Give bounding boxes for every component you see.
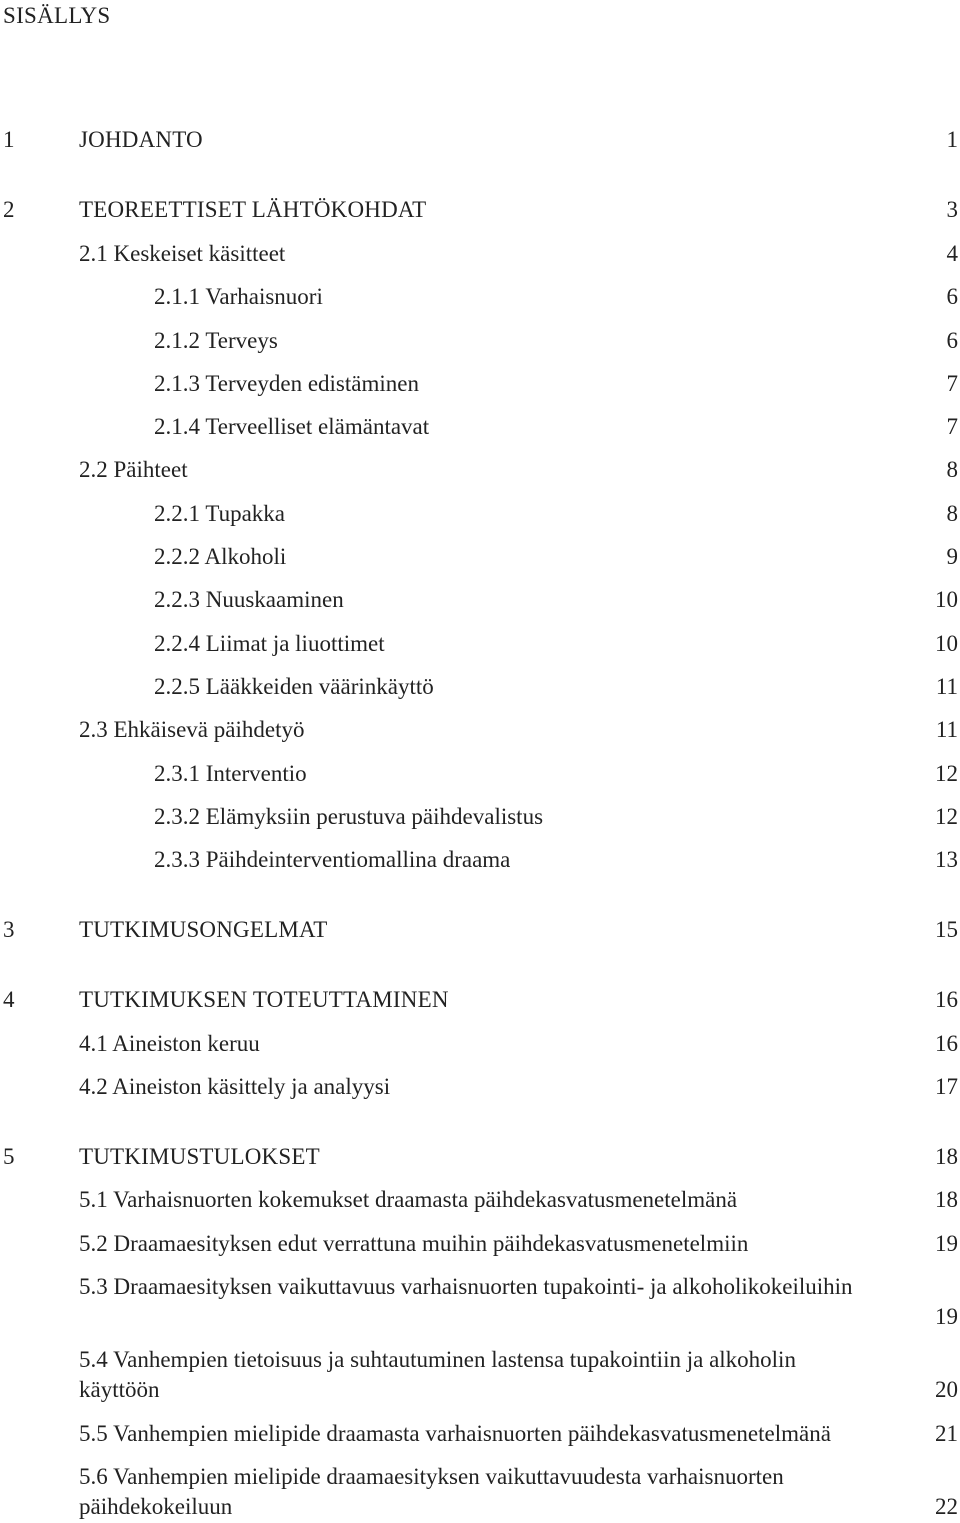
chapter-title: TUTKIMUSTULOKSET <box>79 1144 320 1169</box>
page-number: 21 <box>935 1421 958 1446</box>
page-number: 19 <box>935 1304 958 1329</box>
section-title: 4.1 Aineiston keruu <box>79 1031 260 1056</box>
toc-subsection[interactable] <box>0 411 960 443</box>
toc-subsection[interactable] <box>0 801 960 833</box>
page-number: 10 <box>935 587 958 612</box>
page-number: 9 <box>946 544 958 569</box>
toc-chapter[interactable] <box>0 914 960 946</box>
toc-section[interactable] <box>0 714 960 746</box>
page-number: 12 <box>935 804 958 829</box>
subsection-title: 2.1.3 Terveyden edistäminen <box>154 371 419 396</box>
toc-chapter[interactable] <box>0 124 960 156</box>
subsection-title: 2.2.3 Nuuskaaminen <box>154 587 344 612</box>
page-number: 13 <box>935 847 958 872</box>
toc-section[interactable] <box>0 1228 960 1260</box>
page-number: 20 <box>935 1377 958 1402</box>
toc-section[interactable] <box>0 1028 960 1060</box>
section-title-continued: päihdekokeiluun <box>79 1494 233 1519</box>
toc-chapter[interactable] <box>0 1141 960 1173</box>
chapter-number: 3 <box>3 917 15 942</box>
section-title: 5.5 Vanhempien mielipide draamasta varhaisnuorten päihdekasvatusmenetelmänä <box>79 1421 831 1446</box>
page-number: 11 <box>935 674 958 699</box>
page-number: 7 <box>946 414 958 439</box>
subsection-title: 2.3.1 Interventio <box>154 761 307 786</box>
page-number: 22 <box>935 1494 958 1519</box>
toc-section[interactable] <box>0 1461 960 1493</box>
toc-section[interactable] <box>0 238 960 270</box>
toc-subsection[interactable] <box>0 671 960 703</box>
section-title: 5.1 Varhaisnuorten kokemukset draamasta päihdekasvatusmenetelmänä <box>79 1187 738 1212</box>
subsection-title: 2.3.3 Päihdeinterventiomallina draama <box>154 847 511 872</box>
toc-subsection[interactable] <box>0 368 960 400</box>
section-title-continued: käyttöön <box>79 1377 160 1402</box>
chapter-number: 2 <box>3 197 15 222</box>
section-title: 4.2 Aineiston käsittely ja analyysi <box>79 1074 391 1099</box>
toc-section[interactable] <box>0 454 960 486</box>
page-number: 16 <box>935 1031 958 1056</box>
subsection-title: 2.1.2 Terveys <box>154 328 278 353</box>
chapter-title: TUTKIMUKSEN TOTEUTTAMINEN <box>79 987 449 1012</box>
page-number: 3 <box>946 197 958 222</box>
chapter-number: 1 <box>3 127 15 152</box>
chapter-title: JOHDANTO <box>79 127 203 152</box>
page-number: 7 <box>946 371 958 396</box>
section-title: 5.3 Draamaesityksen vaikuttavuus varhaisnuorten tupakointi- ja alkoholikokeiluihin <box>79 1274 853 1299</box>
page-number: 15 <box>935 917 958 942</box>
page-number: 8 <box>946 501 958 526</box>
subsection-title: 2.3.2 Elämyksiin perustuva päihdevalistus <box>154 804 544 829</box>
subsection-title: 2.2.2 Alkoholi <box>154 544 287 569</box>
page-number: 11 <box>935 717 958 742</box>
page-number: 6 <box>946 284 958 309</box>
toc-subsection[interactable] <box>0 325 960 357</box>
subsection-title: 2.2.1 Tupakka <box>154 501 285 526</box>
subsection-title: 2.1.4 Terveelliset elämäntavat <box>154 414 430 439</box>
toc-section-continuation[interactable] <box>0 1491 960 1523</box>
toc-subsection[interactable] <box>0 628 960 660</box>
page-number: 4 <box>946 241 958 266</box>
chapter-number: 4 <box>3 987 15 1012</box>
page-number: 18 <box>935 1187 958 1212</box>
toc-subsection[interactable] <box>0 844 960 876</box>
subsection-title: 2.1.1 Varhaisnuori <box>154 284 323 309</box>
page-number: 18 <box>935 1144 958 1169</box>
toc-chapter[interactable] <box>0 194 960 226</box>
subsection-title: 2.2.4 Liimat ja liuottimet <box>154 631 385 656</box>
chapter-title: TEOREETTISET LÄHTÖKOHDAT <box>79 197 427 222</box>
toc-title: SISÄLLYS <box>3 3 111 28</box>
toc-subsection[interactable] <box>0 758 960 790</box>
toc-chapter[interactable] <box>0 984 960 1016</box>
toc-section[interactable] <box>0 1418 960 1450</box>
toc-section[interactable] <box>0 1271 960 1303</box>
toc-section[interactable] <box>0 1071 960 1103</box>
toc-section[interactable] <box>0 1184 960 1216</box>
toc-section-continuation[interactable] <box>0 1374 960 1406</box>
section-title: 5.4 Vanhempien tietoisuus ja suhtautuminen lastensa tupakointiin ja alkoholin <box>79 1347 796 1372</box>
subsection-title: 2.2.5 Lääkkeiden väärinkäyttö <box>154 674 434 699</box>
chapter-title: TUTKIMUSONGELMAT <box>79 917 328 942</box>
toc-subsection[interactable] <box>0 584 960 616</box>
page-number: 1 <box>946 127 958 152</box>
page-number: 10 <box>935 631 958 656</box>
section-title: 5.6 Vanhempien mielipide draamaesityksen vaikuttavuudesta varhaisnuorten <box>79 1464 784 1489</box>
toc-subsection[interactable] <box>0 541 960 573</box>
page-number: 17 <box>935 1074 958 1099</box>
chapter-number: 5 <box>3 1144 15 1169</box>
section-title: 5.2 Draamaesityksen edut verrattuna muihin päihdekasvatusmenetelmiin <box>79 1231 749 1256</box>
toc-subsection[interactable] <box>0 498 960 530</box>
page-number: 12 <box>935 761 958 786</box>
page-number: 16 <box>935 987 958 1012</box>
section-title: 2.1 Keskeiset käsitteet <box>79 241 286 266</box>
page-number: 6 <box>946 328 958 353</box>
section-title: 2.2 Päihteet <box>79 457 188 482</box>
section-title: 2.3 Ehkäisevä päihdetyö <box>79 717 305 742</box>
page-number: 8 <box>946 457 958 482</box>
page-number: 19 <box>935 1231 958 1256</box>
toc-section-continuation[interactable] <box>0 1301 960 1333</box>
toc-subsection[interactable] <box>0 281 960 313</box>
toc-section[interactable] <box>0 1344 960 1376</box>
